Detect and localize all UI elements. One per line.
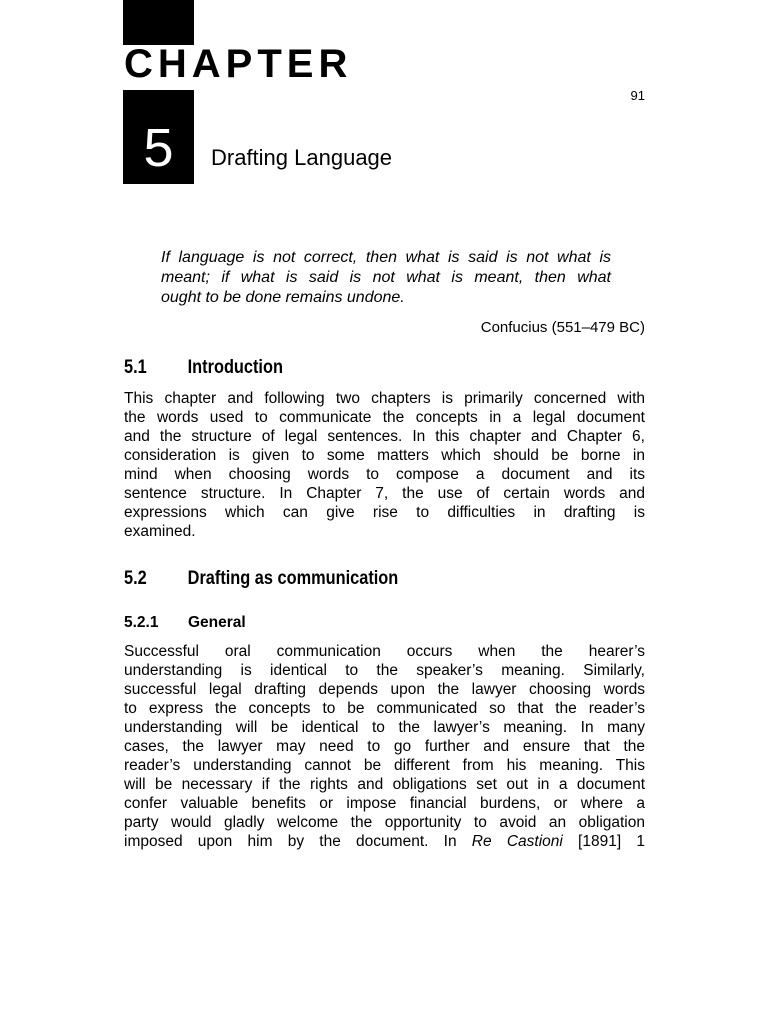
- line-text: [1891] 1: [562, 833, 645, 850]
- section-heading-drafting-as-communication: [124, 567, 398, 591]
- paragraph-line: will be necessary if the rights and obligations set out in a document: [124, 776, 645, 793]
- chapter-number-block: [123, 90, 194, 184]
- paragraph-line: the words used to communicate the concepts in a legal document: [124, 409, 645, 426]
- epigraph-line: If language is not correct, then what is said is not what is: [161, 249, 611, 266]
- paragraph-line: party would gladly welcome the opportunity to avoid an obligation: [124, 814, 645, 831]
- page-number: 91: [630, 88, 645, 103]
- paragraph-line: sentence structure. In Chapter 7, the use of certain words and: [124, 485, 645, 502]
- case-citation: Re Castioni: [471, 833, 563, 850]
- line-text: imposed upon him by the document. In: [124, 833, 472, 850]
- paragraph-line: successful legal drafting depends upon the lawyer choosing words: [124, 681, 645, 698]
- paragraph-line: This chapter and following two chapters is primarily concerned with: [124, 390, 645, 407]
- paragraph-line: cases, the lawyer may need to go further and ensure that the: [124, 738, 645, 755]
- paragraph-line: Successful oral communication occurs when the hearer’s: [124, 643, 645, 660]
- epigraph-attribution: Confucius (551–479 BC): [480, 319, 645, 336]
- paragraph-line-final: [124, 832, 645, 851]
- chapter-title: Drafting Language: [211, 145, 393, 170]
- chapter-number: 5: [143, 118, 174, 178]
- section-number: 5.1: [124, 357, 147, 378]
- section-title: Drafting as communication: [187, 568, 399, 589]
- subsection-number: 5.2.1: [124, 614, 159, 631]
- general-paragraph: [124, 642, 645, 851]
- epigraph-line: meant; if what is said is not what is meant, then what: [161, 269, 611, 286]
- paragraph-line: to express the concepts to be communicated so that the reader’s: [124, 700, 645, 717]
- section-title: Introduction: [187, 357, 283, 378]
- paragraph-line: mind when choosing words to compose a document and its: [124, 466, 645, 483]
- subsection-title: General: [188, 614, 246, 631]
- introduction-paragraph: [124, 389, 645, 541]
- paragraph-line: expressions which can give rise to difficulties in drafting is: [124, 504, 645, 521]
- epigraph-line: ought to be done remains undone.: [161, 289, 405, 306]
- chapter-header-bar: [123, 0, 194, 45]
- paragraph-line: understanding is identical to the speaker’s meaning. Similarly,: [124, 662, 645, 679]
- chapter-label: CHAPTER: [124, 42, 353, 86]
- paragraph-line: and the structure of legal sentences. In this chapter and Chapter 6,: [124, 428, 645, 445]
- epigraph-quote: [161, 248, 611, 308]
- paragraph-line: reader’s understanding cannot be different from his meaning. This: [124, 757, 645, 774]
- paragraph-line: understanding will be identical to the lawyer’s meaning. In many: [124, 719, 645, 736]
- section-heading-introduction: [124, 356, 283, 380]
- subsection-heading-general: [124, 613, 246, 633]
- section-number: 5.2: [124, 568, 147, 589]
- paragraph-line: examined.: [124, 523, 196, 540]
- paragraph-line: consideration is given to some matters which should be borne in: [124, 447, 645, 464]
- paragraph-line: confer valuable benefits or impose financial burdens, or where a: [124, 795, 645, 812]
